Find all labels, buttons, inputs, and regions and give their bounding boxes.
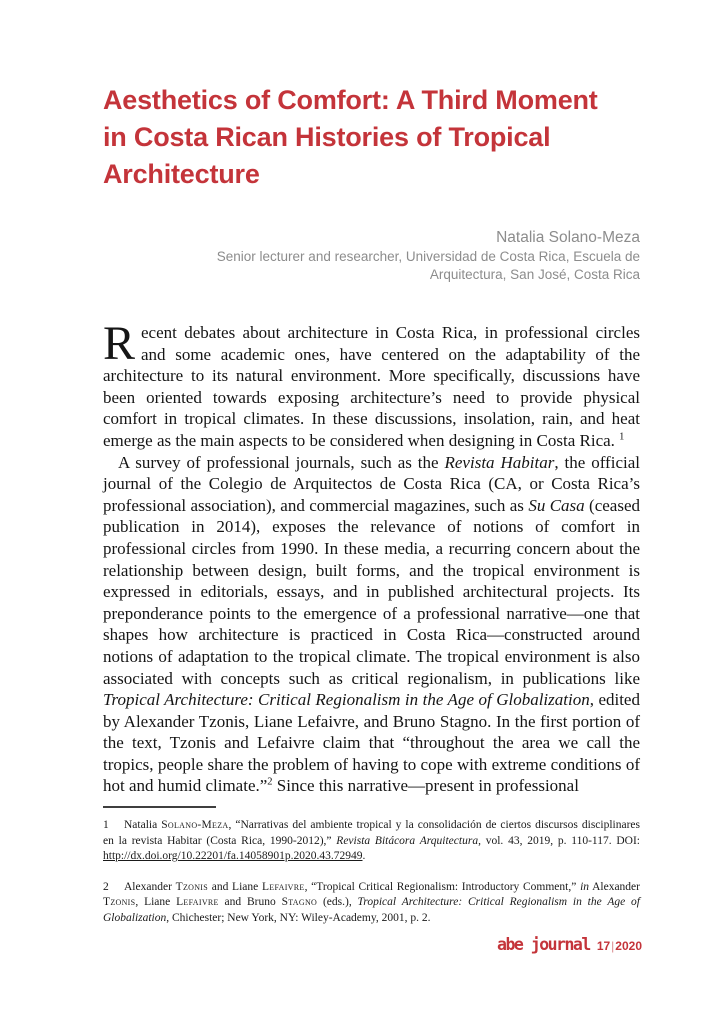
text-run: (ceased publication in 2014), exposes the relevance of notions of comfort in professional circles from 1990. In these media, a recurring concern about the relationship between design, built forms, and the tropical environment is expressed in editorials, essays, and in published architectural projects. Its preponderance points to the emergence of a professional narrative—one that shapes how architecture is practiced in Costa Rica—constructed around notions of adaptation to the tropical climate. The tropical environment is also associated with concepts such as critical regionalism, in publications like [103, 495, 640, 688]
text-run: , the official journal of the Colegio de Arquitectos de Costa Rica (CA, or Costa Rica’s professional association), and commercial magazines, such as [103, 452, 640, 515]
text-run: , “Narrativas del ambiente tropical y la consolidación de ciertos discursos disciplinares en la revista Habitar (Costa Rica, 1990-2012),” [103, 819, 640, 847]
footnote-number: 2 [103, 880, 109, 893]
text-run: Lefaivre [176, 896, 219, 908]
text-run: , vol. 43, 2019, p. 110-117. DOI: [478, 834, 641, 847]
issue-year: 2020 [615, 939, 642, 953]
body-paragraph [103, 317, 640, 452]
text-run: Natalia [124, 819, 162, 831]
article-title-line: Aesthetics of Comfort: A Third Moment [103, 85, 598, 115]
footnote-separator [103, 806, 216, 808]
issue-info [597, 939, 642, 953]
footnote-number: 1 [103, 819, 109, 831]
text-run: ecent debates about architecture in Costa Rica, in professional circles and some academic ones, have centered on the adaptability of the architecture to its natural environment. More specifically, discussions have been oriented towards exposing architecture’s need to provide physical comfort in tropical climates. In these discussions, insolation, rain, and heat emerge as the main aspects to be considered when designing in Costa Rica. [103, 323, 640, 450]
text-run: Tzonis [103, 896, 136, 908]
article-body [103, 317, 640, 797]
text-run: Revista Bitácora Arquitectura [336, 834, 479, 847]
text-run: and Liane [208, 880, 262, 893]
text-run: Tropical Architecture: Critical Regionalism in the Age of Globalization [103, 690, 590, 710]
text-run: Revista Habitar [444, 452, 555, 472]
drop-cap: R [103, 317, 136, 370]
footnote [103, 880, 640, 927]
text-run: , edited by Alexander Tzonis, Liane Lefaivre, and Bruno Stagno. In the first portion of the text, Tzonis and Lefaivre claim that “throughout the area we call the tropics, people share the problem of having to cope with extreme conditions of hot and humid climate.” [103, 690, 640, 796]
text-run: . [362, 850, 366, 862]
text-run: Since this narrative—present in professional [272, 776, 579, 796]
text-run: , Chichester; New York, NY: Wiley-Academy, 2001, p. 2. [166, 911, 431, 924]
author-affiliation-line: Senior lecturer and researcher, Universidad de Costa Rica, Escuela de [216, 249, 640, 264]
text-run: , “Tropical Critical Regionalism: Introductory Comment,” [304, 880, 581, 893]
text-run: Alexander [124, 880, 176, 893]
journal-logo: abe journal [497, 935, 590, 954]
article-title-line: Architecture [103, 159, 260, 189]
issue-number: 17 [596, 939, 611, 953]
issue-separator: | [611, 939, 615, 953]
article-title-line: in Costa Rican Histories of Tropical [103, 122, 551, 152]
text-run: Solano-Meza [161, 819, 229, 831]
body-paragraph [103, 452, 640, 798]
text-run: A survey of professional journals, such as the [118, 452, 445, 472]
text-run: Tzonis [175, 880, 209, 893]
article-title [103, 82, 643, 193]
footnotes-section [103, 818, 640, 941]
text-run: Lefaivre [261, 880, 305, 893]
author-affiliation-line: Arquitectura, San José, Costa Rica [429, 267, 640, 282]
text-run: , Liane [135, 896, 177, 908]
text-run: Alexander [589, 880, 640, 893]
doi-link[interactable]: http://dx.doi.org/10.22201/fa.14058901p.2020.43.72949 [103, 850, 363, 862]
text-run: Su Casa [528, 495, 585, 515]
text-run: Stagno [281, 896, 318, 908]
footnote [103, 818, 640, 865]
text-run: Tropical Architecture: Critical Regionalism in the Age of Globalization [103, 896, 641, 924]
journal-footer [497, 935, 642, 954]
text-run: (eds.), [317, 896, 358, 908]
text-run: in [580, 880, 590, 893]
author-block [150, 227, 640, 284]
footnote-ref: 1 [619, 431, 625, 443]
author-name: Natalia Solano-Meza [496, 229, 640, 246]
footnote-ref: 2 [267, 776, 273, 788]
text-run: and Bruno [218, 896, 282, 908]
